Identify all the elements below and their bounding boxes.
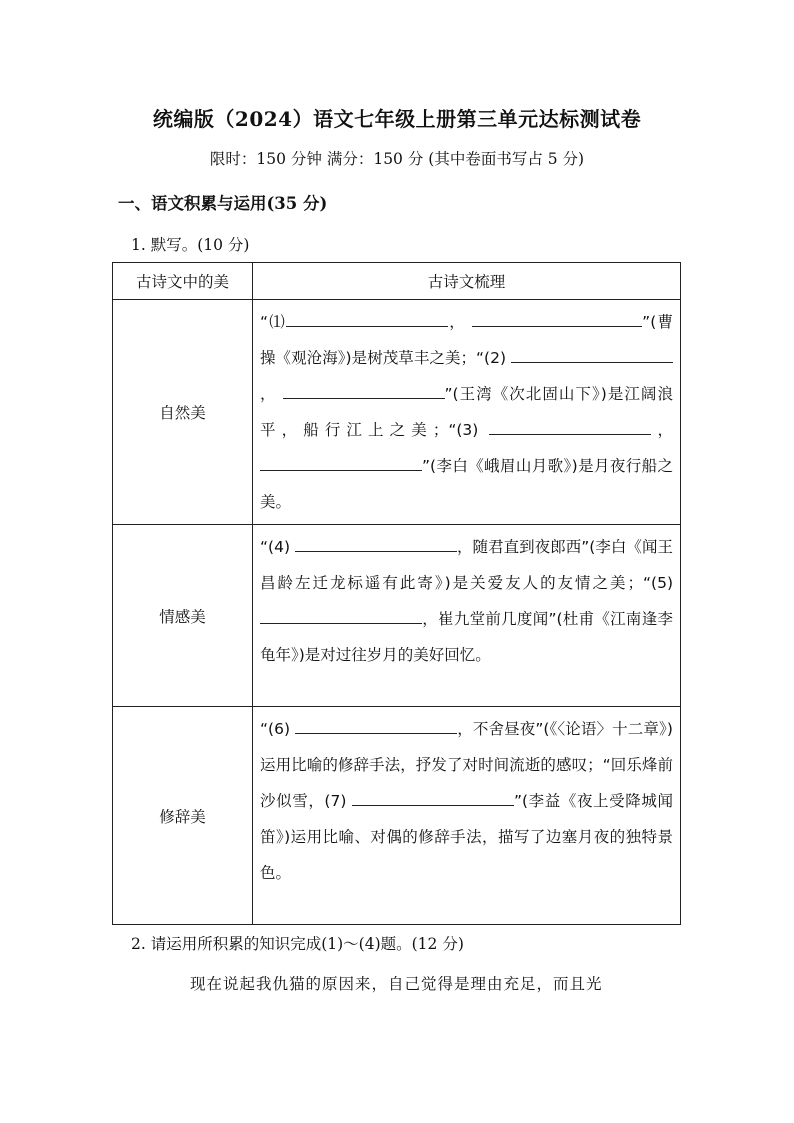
reading-passage: 现在说起我仇猫的原因来，自己觉得是理由充足，而且光 <box>190 975 603 993</box>
row-content <box>253 525 681 707</box>
column-header-content: 古诗文梳理 <box>253 263 681 300</box>
table-row <box>113 525 681 707</box>
row-category: 情感美 <box>113 525 253 707</box>
answer-blank[interactable] <box>260 603 422 624</box>
answer-blank[interactable] <box>352 785 514 806</box>
answer-blank[interactable] <box>472 306 642 327</box>
text-segment: ， <box>260 385 277 403</box>
recitation-table <box>112 262 681 925</box>
answer-blank[interactable] <box>283 378 445 399</box>
answer-blank[interactable] <box>260 450 422 471</box>
text-segment: ”(王湾《次北固山下》)是江阔浪平，船行江上之美；“(3) <box>260 385 673 439</box>
question-1-label: 1. 默写。(10 分) <box>131 236 250 254</box>
answer-blank[interactable] <box>286 306 448 327</box>
exam-info: 限时：150 分钟 满分：150 分 (其中卷面书写占 5 分) <box>209 150 585 168</box>
table-row <box>113 707 681 925</box>
text-segment: ”(李白《峨眉山月歌》)是月夜行船之美。 <box>260 457 673 511</box>
text-segment: ，不舍昼夜”(《〈论语〉十二章》)运用比喻的修辞手法，抒发了对时间流逝的感叹；“回乐烽前沙似雪，(7) <box>260 720 673 810</box>
table-row <box>113 300 681 525</box>
text-segment: “⑴ <box>260 313 287 331</box>
answer-blank[interactable] <box>295 531 457 552</box>
answer-blank[interactable] <box>295 713 457 734</box>
text-segment: ，崔九堂前几度闻”(杜甫《江南逢李龟年》)是对过往岁月的美好回忆。 <box>260 610 673 664</box>
text-segment: ， <box>651 421 673 439</box>
text-segment: “(4) <box>260 538 290 556</box>
table-header-row <box>113 263 681 300</box>
row-category: 修辞美 <box>113 707 253 925</box>
row-content <box>253 300 681 525</box>
text-segment: “(6) <box>260 720 290 738</box>
text-segment: ，随君直到夜郎西”(李白《闻王昌龄左迁龙标遥有此寄》)是关爱友人的友情之美；“(5) <box>260 538 673 592</box>
row-category: 自然美 <box>113 300 253 525</box>
text-segment: ”(李益《夜上受降城闻笛》)运用比喻、对偶的修辞手法，描写了边塞月夜的独特景色。 <box>260 792 673 882</box>
text-segment: ”(曹操《观沧海》)是树茂草丰之美；“(2) <box>260 313 673 367</box>
row-content <box>253 707 681 925</box>
column-header-category: 古诗文中的美 <box>113 263 253 300</box>
exam-title: 统编版（2024）语文七年级上册第三单元达标测试卷 <box>152 107 642 131</box>
question-2-label: 2. 请运用所积累的知识完成(1)～(4)题。(12 分) <box>131 935 464 953</box>
section-heading: 一、语文积累与运用(35 分) <box>118 194 328 213</box>
answer-blank[interactable] <box>511 342 673 363</box>
answer-blank[interactable] <box>489 414 651 435</box>
text-segment: ， <box>448 313 466 331</box>
